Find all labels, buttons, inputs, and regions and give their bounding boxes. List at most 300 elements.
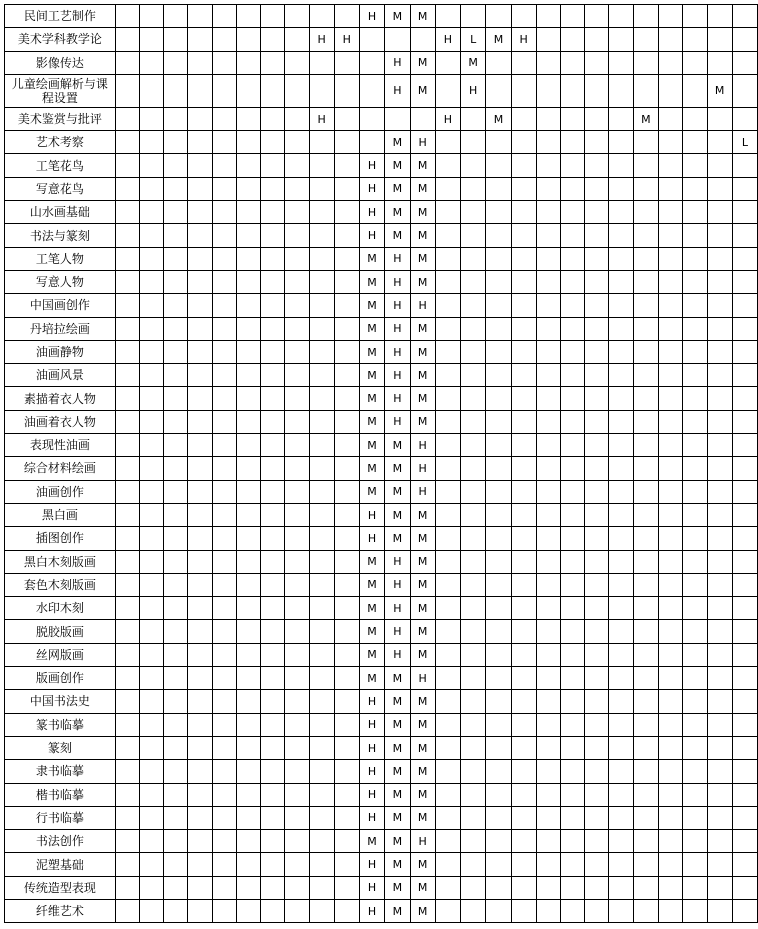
mark-cell [585,876,609,899]
course-name-cell: 民间工艺制作 [5,5,116,28]
mark-cell [236,317,260,340]
mark-cell [486,247,511,270]
mark-cell [236,201,260,224]
mark-cell [212,573,236,596]
mark-cell [511,620,536,643]
mark-cell [164,667,188,690]
mark-cell [486,876,511,899]
mark-cell [561,597,585,620]
mark-cell [285,783,309,806]
mark-cell [309,713,334,736]
mark-cell [561,247,585,270]
mark-cell [164,853,188,876]
mark-cell [659,527,683,550]
mark-cell [139,107,163,130]
mark-cell [460,201,485,224]
mark-cell [188,434,212,457]
mark-cell [609,107,633,130]
mark-cell [115,667,139,690]
mark-cell [212,387,236,410]
mark-cell [285,340,309,363]
mark-cell [536,853,560,876]
mark-cell [261,899,285,922]
mark-cell [460,899,485,922]
mark-cell [707,573,732,596]
mark-cell [164,247,188,270]
mark-cell [460,690,485,713]
mark-cell [707,457,732,480]
mark-cell [561,713,585,736]
mark-cell [188,713,212,736]
mark-cell [115,620,139,643]
curriculum-matrix-table [4,4,758,923]
mark-cell [139,736,163,759]
mark-cell [188,51,212,74]
mark-cell [236,876,260,899]
mark-cell [309,736,334,759]
mark-cell [115,74,139,107]
table-row [5,876,758,899]
mark-cell [212,667,236,690]
mark-cell: H [410,294,435,317]
mark-cell [609,364,633,387]
table-row [5,713,758,736]
mark-cell [486,270,511,293]
mark-cell [561,387,585,410]
mark-cell [511,270,536,293]
mark-cell [536,830,560,853]
mark-cell [659,317,683,340]
mark-cell [511,690,536,713]
mark-cell [732,270,757,293]
mark-cell [236,853,260,876]
mark-cell: L [732,131,757,154]
mark-cell [236,760,260,783]
mark-cell [435,457,460,480]
mark-cell [435,876,460,899]
mark-cell [683,876,707,899]
mark-cell [486,364,511,387]
mark-cell [683,177,707,200]
mark-cell [309,247,334,270]
mark-cell [139,713,163,736]
mark-cell [115,107,139,130]
mark-cell [536,387,560,410]
mark-cell [659,387,683,410]
mark-cell [732,550,757,573]
mark-cell [633,224,658,247]
mark-cell [309,806,334,829]
mark-cell [212,480,236,503]
mark-cell [334,154,359,177]
mark-cell [164,480,188,503]
table-row [5,131,758,154]
mark-cell [536,503,560,526]
mark-cell [212,783,236,806]
mark-cell [410,28,435,51]
course-name-cell: 传统造型表现 [5,876,116,899]
table-row [5,667,758,690]
mark-cell [115,457,139,480]
mark-cell [585,364,609,387]
mark-cell: M [410,154,435,177]
mark-cell: H [385,410,410,433]
mark-cell [609,783,633,806]
mark-cell [385,28,410,51]
table-row [5,503,758,526]
mark-cell [236,667,260,690]
mark-cell [609,503,633,526]
mark-cell [511,364,536,387]
mark-cell [511,550,536,573]
mark-cell [139,527,163,550]
mark-cell [633,783,658,806]
mark-cell [659,783,683,806]
mark-cell [212,830,236,853]
mark-cell [334,667,359,690]
mark-cell [236,713,260,736]
mark-cell [633,410,658,433]
mark-cell [212,294,236,317]
mark-cell [561,224,585,247]
mark-cell [659,853,683,876]
mark-cell [561,876,585,899]
mark-cell [261,503,285,526]
mark-cell: M [410,690,435,713]
mark-cell [334,5,359,28]
mark-cell [115,550,139,573]
mark-cell [732,830,757,853]
mark-cell [659,620,683,643]
mark-cell [609,270,633,293]
mark-cell [732,736,757,759]
table-row [5,224,758,247]
mark-cell [435,760,460,783]
mark-cell [188,760,212,783]
mark-cell [609,410,633,433]
mark-cell [707,364,732,387]
mark-cell [561,690,585,713]
mark-cell [139,74,163,107]
mark-cell [164,806,188,829]
mark-cell [460,597,485,620]
mark-cell [139,410,163,433]
mark-cell [188,340,212,363]
mark-cell [683,364,707,387]
mark-cell [435,667,460,690]
mark-cell [139,667,163,690]
table-row [5,690,758,713]
mark-cell [633,364,658,387]
mark-cell [659,457,683,480]
mark-cell [261,340,285,363]
mark-cell: H [359,503,384,526]
mark-cell [536,434,560,457]
mark-cell [435,317,460,340]
mark-cell [585,340,609,363]
mark-cell [460,620,485,643]
mark-cell [659,247,683,270]
mark-cell [633,760,658,783]
mark-cell [309,364,334,387]
mark-cell [609,806,633,829]
mark-cell [511,131,536,154]
mark-cell [115,806,139,829]
mark-cell [285,806,309,829]
mark-cell [633,853,658,876]
course-name-cell: 工笔人物 [5,247,116,270]
mark-cell [707,736,732,759]
mark-cell [511,51,536,74]
mark-cell [609,131,633,154]
mark-cell: H [359,690,384,713]
mark-cell [139,270,163,293]
mark-cell [435,713,460,736]
mark-cell: H [309,28,334,51]
mark-cell [435,201,460,224]
mark-cell [633,503,658,526]
mark-cell [212,503,236,526]
mark-cell [536,247,560,270]
mark-cell [585,690,609,713]
mark-cell: H [359,853,384,876]
table-row [5,853,758,876]
mark-cell [236,830,260,853]
mark-cell [683,201,707,224]
mark-cell [460,876,485,899]
mark-cell [460,434,485,457]
mark-cell [732,643,757,666]
mark-cell [536,876,560,899]
mark-cell: H [410,434,435,457]
mark-cell [212,5,236,28]
mark-cell [683,783,707,806]
mark-cell [164,340,188,363]
mark-cell [511,5,536,28]
mark-cell [707,899,732,922]
table-row [5,51,758,74]
mark-cell [115,853,139,876]
mark-cell [285,154,309,177]
mark-cell [236,527,260,550]
mark-cell [212,713,236,736]
mark-cell [536,51,560,74]
mark-cell: M [359,294,384,317]
mark-cell [460,387,485,410]
mark-cell: M [410,387,435,410]
mark-cell [732,51,757,74]
mark-cell [683,28,707,51]
mark-cell [285,177,309,200]
mark-cell [561,51,585,74]
mark-cell [188,899,212,922]
mark-cell [164,28,188,51]
mark-cell [139,457,163,480]
mark-cell [683,317,707,340]
mark-cell [261,434,285,457]
mark-cell [164,177,188,200]
mark-cell [732,28,757,51]
course-name-cell: 书法与篆刻 [5,224,116,247]
mark-cell [486,480,511,503]
mark-cell [683,457,707,480]
mark-cell [707,28,732,51]
mark-cell [633,340,658,363]
mark-cell [139,853,163,876]
mark-cell [659,177,683,200]
table-row [5,899,758,922]
mark-cell [164,527,188,550]
mark-cell [707,270,732,293]
mark-cell [236,597,260,620]
mark-cell [460,643,485,666]
mark-cell [585,294,609,317]
table-row [5,364,758,387]
mark-cell: H [410,667,435,690]
mark-cell [585,224,609,247]
mark-cell [511,224,536,247]
mark-cell [188,410,212,433]
mark-cell [683,270,707,293]
course-name-cell: 丝网版画 [5,643,116,666]
mark-cell [707,387,732,410]
mark-cell [585,457,609,480]
mark-cell [236,387,260,410]
mark-cell [212,154,236,177]
mark-cell [536,340,560,363]
course-name-cell: 美术鉴赏与批评 [5,107,116,130]
mark-cell [359,131,384,154]
mark-cell [188,830,212,853]
mark-cell [212,643,236,666]
mark-cell [732,340,757,363]
mark-cell [585,51,609,74]
mark-cell [435,177,460,200]
mark-cell [334,597,359,620]
mark-cell [285,643,309,666]
mark-cell [585,806,609,829]
mark-cell [115,177,139,200]
mark-cell [261,573,285,596]
mark-cell [633,876,658,899]
mark-cell: M [410,270,435,293]
mark-cell: M [410,51,435,74]
mark-cell: H [410,457,435,480]
mark-cell: M [410,853,435,876]
mark-cell [707,690,732,713]
mark-cell [585,434,609,457]
mark-cell [334,457,359,480]
mark-cell [707,643,732,666]
course-name-cell: 山水画基础 [5,201,116,224]
mark-cell [609,643,633,666]
mark-cell [511,317,536,340]
mark-cell [435,853,460,876]
mark-cell [683,51,707,74]
mark-cell [536,899,560,922]
mark-cell [561,806,585,829]
mark-cell [486,51,511,74]
mark-cell [164,643,188,666]
mark-cell [633,74,658,107]
mark-cell [188,457,212,480]
mark-cell: H [359,736,384,759]
mark-cell [460,783,485,806]
mark-cell [486,597,511,620]
mark-cell [561,643,585,666]
course-name-cell: 篆刻 [5,736,116,759]
mark-cell [659,107,683,130]
mark-cell [561,28,585,51]
mark-cell [633,201,658,224]
mark-cell [212,74,236,107]
mark-cell [536,270,560,293]
mark-cell [309,527,334,550]
mark-cell [285,573,309,596]
mark-cell [536,131,560,154]
mark-cell [683,131,707,154]
mark-cell [261,294,285,317]
mark-cell [585,410,609,433]
mark-cell [585,643,609,666]
mark-cell [683,387,707,410]
mark-cell: H [359,201,384,224]
table-row [5,527,758,550]
mark-cell [188,177,212,200]
mark-cell [683,434,707,457]
mark-cell [334,620,359,643]
course-name-cell: 儿童绘画解析与课程设置 [5,74,116,107]
mark-cell [536,74,560,107]
mark-cell: M [410,876,435,899]
mark-cell: H [385,340,410,363]
mark-cell [707,177,732,200]
mark-cell [707,783,732,806]
mark-cell [164,457,188,480]
mark-cell [309,853,334,876]
mark-cell: H [359,5,384,28]
course-name-cell: 油画静物 [5,340,116,363]
mark-cell [585,247,609,270]
mark-cell [139,806,163,829]
mark-cell [188,503,212,526]
mark-cell [435,51,460,74]
mark-cell [334,317,359,340]
mark-cell [309,340,334,363]
mark-cell [633,806,658,829]
mark-cell [460,410,485,433]
mark-cell: M [410,503,435,526]
mark-cell [659,201,683,224]
mark-cell [511,434,536,457]
mark-cell [633,317,658,340]
mark-cell: M [385,830,410,853]
mark-cell: H [435,28,460,51]
mark-cell: H [511,28,536,51]
course-name-cell: 书法创作 [5,830,116,853]
mark-cell [536,480,560,503]
mark-cell [261,410,285,433]
mark-cell [561,410,585,433]
mark-cell [188,853,212,876]
mark-cell [164,899,188,922]
mark-cell [285,667,309,690]
mark-cell [261,51,285,74]
mark-cell [212,317,236,340]
mark-cell [435,434,460,457]
mark-cell [188,876,212,899]
mark-cell [115,899,139,922]
